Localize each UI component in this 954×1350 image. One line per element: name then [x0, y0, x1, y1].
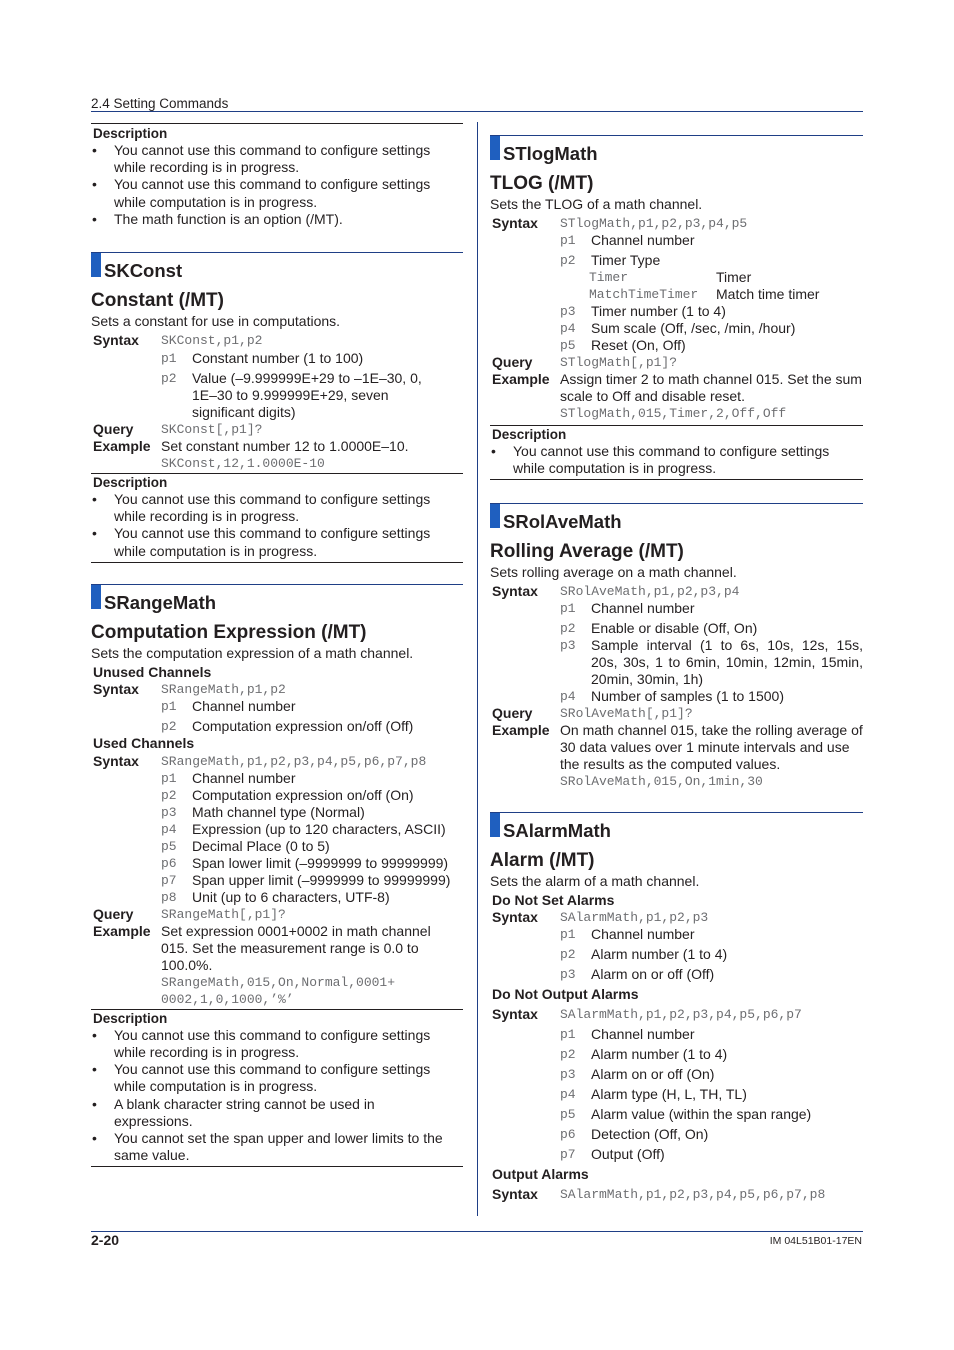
param-value: Timer number (1 to 4) [591, 303, 726, 319]
syntax-code: SAlarmMath,p1,p2,p3,p4,p5,p6,p7 [560, 1007, 802, 1023]
example-row [91, 438, 463, 455]
param-key: p2 [560, 621, 576, 637]
param-key: p2 [161, 787, 177, 803]
timer-type-desc: Match time timer [716, 286, 820, 302]
param-value: Expression (up to 120 characters, ASCII) [192, 820, 446, 837]
query-code: STlogMath[,p1]? [560, 355, 678, 370]
section-stlogmath [490, 136, 863, 166]
description-list [91, 1027, 463, 1165]
param-row [91, 889, 463, 906]
subheading: Used Channels [93, 734, 195, 751]
syntax-row [490, 1006, 863, 1023]
param-value: Alarm number (1 to 4) [591, 946, 728, 963]
param-value: Output (Off) [591, 1146, 665, 1163]
param-row [91, 370, 463, 421]
param-value: Timer Type [591, 252, 661, 268]
param-value: Channel number [192, 769, 296, 786]
param-value: Span lower limit (–9999999 to 99999999) [192, 854, 449, 871]
param-value: Detection (Off, On) [591, 1126, 709, 1143]
query-label: Query [492, 705, 533, 722]
param-key: p3 [560, 304, 576, 319]
param-key: p1 [560, 233, 576, 248]
page-number: 2-20 [91, 1232, 120, 1248]
section-skconst [91, 253, 463, 283]
param-key: p6 [560, 1127, 576, 1143]
syntax-code: STlogMath,p1,p2,p3,p4,p5 [560, 216, 748, 231]
param-key: p1 [560, 927, 576, 943]
list-item: • You cannot set the span upper and lower limits to the same value. [91, 1130, 463, 1164]
description-heading: Description [93, 126, 168, 141]
section-intro: Sets the alarm of a math channel. [490, 873, 700, 890]
param-row [91, 350, 463, 367]
syntax-row [91, 753, 463, 770]
param-value: Constant number (1 to 100) [192, 350, 364, 367]
param-row [91, 872, 463, 889]
query-label: Query [492, 354, 533, 370]
param-value: Reset (On, Off) [591, 337, 686, 353]
syntax-label: Syntax [492, 1186, 538, 1203]
syntax-code: SKConst,p1,p2 [161, 333, 263, 349]
param-row [490, 320, 863, 337]
param-row [91, 787, 463, 804]
subheading: Output Alarms [492, 1166, 589, 1183]
param-row [490, 1126, 863, 1143]
list-item: • You cannot use this command to configure settings while computation is in progress. [91, 176, 463, 210]
list-item: • You cannot use this command to configure settings while recording is in progress. [91, 1027, 463, 1061]
syntax-label: Syntax [492, 215, 538, 231]
example-label: Example [93, 922, 151, 939]
example-code: SRangeMath,015,On,Normal,0001+ [161, 974, 396, 990]
description-heading: Description [93, 475, 168, 491]
param-value: Alarm on or off (On) [591, 1066, 715, 1083]
command-name: SKConst [104, 260, 183, 282]
param-key: p4 [560, 321, 576, 336]
param-row [490, 926, 863, 943]
syntax-code: SRolAveMath,p1,p2,p3,p4 [560, 584, 740, 600]
rule [490, 479, 863, 480]
param-key: p1 [161, 698, 177, 714]
example-code-row [91, 991, 463, 1008]
section-salarmmath [490, 813, 863, 843]
param-row [490, 252, 863, 269]
syntax-label: Syntax [93, 752, 139, 769]
running-header: 2.4 Setting Commands [91, 96, 229, 111]
syntax-code: SAlarmMath,p1,p2,p3 [560, 910, 709, 926]
example-code-row [490, 773, 863, 790]
section-marker [91, 253, 101, 277]
param-key: p3 [161, 804, 177, 820]
rule [91, 1166, 463, 1167]
query-row [490, 705, 863, 722]
param-key: p6 [161, 855, 177, 871]
section-intro: Sets a constant for use in computations. [91, 313, 341, 330]
param-value: Computation expression on/off (On) [192, 786, 414, 803]
section-marker [490, 813, 500, 837]
timer-type-row [490, 269, 863, 286]
syntax-label: Syntax [93, 332, 139, 349]
example-row [91, 923, 463, 974]
param-row [91, 770, 463, 787]
right-column [490, 135, 863, 1203]
example-label: Example [492, 722, 550, 739]
syntax-label: Syntax [93, 680, 139, 697]
example-code: STlogMath,015,Timer,2,Off,Off [560, 406, 787, 421]
param-value: Decimal Place (0 to 5) [192, 837, 330, 854]
description-heading: Description [93, 1010, 168, 1026]
document-id: IM 04L51B01-17EN [769, 1235, 862, 1247]
param-row [490, 303, 863, 320]
example-text: On math channel 015, take the rolling average of 30 data values over 1 minute intervals and use the results as the computed values. [560, 722, 863, 773]
section-srolavemath [490, 504, 863, 534]
query-row [91, 421, 463, 438]
param-row [490, 232, 863, 249]
param-value: Computation expression on/off (Off) [192, 717, 414, 734]
param-key: p4 [560, 1087, 576, 1103]
param-value: Channel number [192, 697, 296, 714]
param-row [490, 337, 863, 354]
syntax-row [91, 332, 463, 349]
footer-rule [91, 1231, 863, 1232]
param-key: p3 [560, 638, 576, 654]
param-key: p3 [560, 1067, 576, 1083]
param-key: p1 [161, 351, 177, 367]
param-value: Alarm type (H, L, TH, TL) [591, 1086, 747, 1103]
syntax-row [490, 909, 863, 926]
list-item: • You cannot use this command to configure settings while recording is in progress. [91, 491, 463, 525]
param-value: Channel number [591, 926, 695, 943]
example-text: Set constant number 12 to 1.0000E–10. [161, 438, 409, 455]
example-code-row [490, 405, 863, 422]
syntax-row [91, 681, 463, 698]
timer-type-code: Timer [589, 270, 629, 285]
section-srangemath [91, 585, 463, 615]
syntax-label: Syntax [492, 583, 538, 600]
syntax-code: SRangeMath,p1,p2 [161, 681, 286, 697]
rule [91, 123, 463, 124]
list-item: • You cannot use this command to configure settings while computation is in progress. [91, 1061, 463, 1095]
param-value: Channel number [591, 1026, 695, 1043]
syntax-row [490, 1186, 863, 1203]
param-row [490, 637, 863, 688]
param-value: Unit (up to 6 characters, UTF-8) [192, 888, 390, 905]
param-key: p5 [161, 838, 177, 854]
subheading: Unused Channels [93, 663, 212, 680]
timer-type-code: MatchTimeTimer [589, 287, 699, 302]
param-row [91, 718, 463, 735]
command-name: SRolAveMath [503, 511, 622, 533]
param-row [91, 804, 463, 821]
section-intro: Sets rolling average on a math channel. [490, 564, 737, 581]
param-row [490, 688, 863, 705]
param-value: Alarm value (within the span range) [591, 1106, 812, 1123]
syntax-label: Syntax [492, 1006, 538, 1023]
list-item: • You cannot use this command to configure settings while recording is in progress. [91, 142, 463, 176]
param-row [490, 966, 863, 983]
section-title: TLOG (/MT) [490, 173, 594, 194]
query-row [91, 906, 463, 923]
description-list [490, 443, 863, 477]
param-key: p7 [560, 1147, 576, 1163]
query-code: SRolAveMath[,p1]? [560, 706, 693, 722]
param-value: Alarm number (1 to 4) [591, 1046, 728, 1063]
param-row [91, 855, 463, 872]
param-key: p1 [161, 770, 177, 786]
param-key: p1 [560, 601, 576, 617]
param-value: Sample interval (1 to 6s, 10s, 12s, 15s, 20s, 30s, 1 to 6min, 10min, 12min, 15min, 20min, 30min, 1h) [591, 637, 863, 688]
param-key: p1 [560, 1027, 576, 1043]
syntax-row [490, 215, 863, 232]
param-value: Alarm on or off (Off) [591, 966, 715, 983]
example-text: Set expression 0001+0002 in math channel 015. Set the measurement range is 0.0 to 100.0%. [161, 922, 431, 973]
description-list [91, 491, 463, 560]
param-row [91, 698, 463, 715]
description-heading: Description [492, 427, 567, 442]
example-row [490, 371, 863, 405]
column-divider [477, 122, 478, 1216]
param-row [490, 1146, 863, 1163]
list-item: • You cannot use this command to configure settings while computation is in progress. [91, 525, 463, 559]
param-value: Sum scale (Off, /sec, /min, /hour) [591, 320, 796, 336]
list-item: • The math function is an option (/MT). [91, 211, 463, 228]
param-key: p5 [560, 338, 576, 353]
list-item: • You cannot use this command to configure settings while computation is in progress. [490, 443, 863, 477]
syntax-row [490, 583, 863, 600]
param-row [91, 821, 463, 838]
param-key: p7 [161, 872, 177, 888]
section-marker [490, 504, 500, 528]
param-row [490, 946, 863, 963]
command-name: STlogMath [503, 143, 598, 164]
param-key: p2 [560, 1047, 576, 1063]
syntax-code: SRangeMath,p1,p2,p3,p4,p5,p6,p7,p8 [161, 753, 427, 769]
param-row [490, 600, 863, 617]
query-label: Query [93, 905, 134, 922]
section-title: Computation Expression (/MT) [91, 621, 367, 643]
left-column [91, 123, 463, 1167]
syntax-label: Syntax [492, 909, 538, 926]
rule [91, 562, 463, 563]
param-key: p2 [161, 371, 177, 387]
section-title: Constant (/MT) [91, 290, 224, 312]
example-code-row [91, 974, 463, 991]
section-marker [91, 585, 101, 609]
param-key: p2 [560, 947, 576, 963]
example-label: Example [93, 438, 151, 455]
param-value: Value (–9.999999E+29 to –1E–30, 0, 1E–30 to 9.999999E+29, seven significant digits) [192, 370, 422, 421]
subheading: Do Not Output Alarms [492, 986, 639, 1003]
example-row [490, 722, 863, 773]
example-code: SRolAveMath,015,On,1min,30 [560, 774, 763, 790]
param-row [91, 838, 463, 855]
example-text: Assign timer 2 to math channel 015. Set the sum scale to Off and disable reset. [560, 371, 862, 404]
param-row [490, 1046, 863, 1063]
param-value: Channel number [591, 232, 695, 248]
section-marker [490, 136, 500, 160]
query-code: SRangeMath[,p1]? [161, 906, 286, 922]
subheading: Do Not Set Alarms [492, 892, 615, 909]
param-row [490, 1066, 863, 1083]
param-key: p4 [560, 689, 576, 705]
param-key: p2 [161, 718, 177, 734]
syntax-code: SAlarmMath,p1,p2,p3,p4,p5,p6,p7,p8 [560, 1187, 826, 1203]
param-value: Math channel type (Normal) [192, 803, 365, 820]
param-value: Channel number [591, 600, 695, 617]
example-code: 0002,1,0,1000,’%’ [161, 991, 294, 1007]
param-key: p2 [560, 253, 576, 268]
param-key: p3 [560, 967, 576, 983]
param-key: p4 [161, 821, 177, 837]
param-row [490, 1106, 863, 1123]
timer-type-row [490, 286, 863, 303]
list-item: • A blank character string cannot be used in expressions. [91, 1096, 463, 1130]
param-value: Span upper limit (–9999999 to 99999999) [192, 871, 451, 888]
param-value: Number of samples (1 to 1500) [591, 688, 784, 705]
section-intro: Sets the computation expression of a math channel. [91, 644, 414, 661]
example-code: SKConst,12,1.0000E-10 [161, 456, 325, 472]
param-row [490, 620, 863, 637]
param-value: Enable or disable (Off, On) [591, 620, 758, 637]
section-title: Rolling Average (/MT) [490, 541, 684, 563]
param-key: p5 [560, 1107, 576, 1123]
query-code: SKConst[,p1]? [161, 422, 263, 438]
description-list [91, 142, 463, 228]
section-title: Alarm (/MT) [490, 850, 595, 872]
command-name: SRangeMath [104, 591, 217, 613]
example-label: Example [492, 371, 550, 387]
query-row [490, 354, 863, 371]
query-label: Query [93, 421, 134, 438]
param-row [490, 1086, 863, 1103]
timer-type-desc: Timer [716, 269, 752, 285]
section-intro: Sets the TLOG of a math channel. [490, 196, 703, 212]
command-name: SAlarmMath [503, 820, 611, 842]
param-key: p8 [161, 889, 177, 905]
param-row [490, 1026, 863, 1043]
example-code-row [91, 455, 463, 472]
header-rule [91, 111, 863, 112]
